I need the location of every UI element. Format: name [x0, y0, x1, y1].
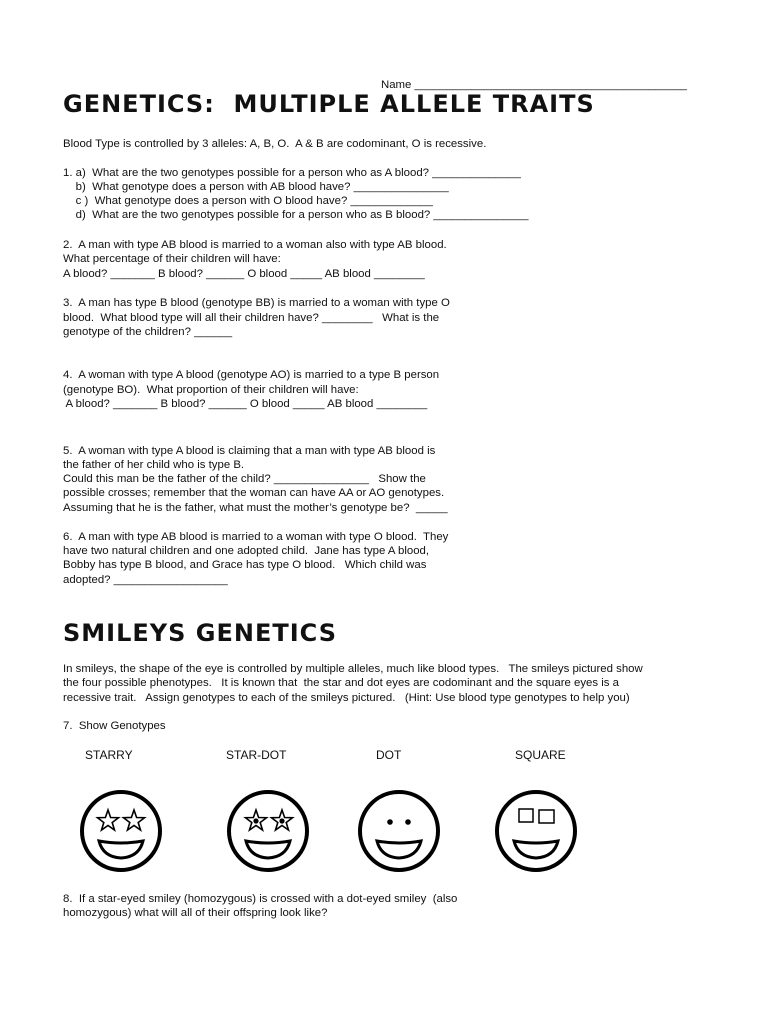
question-2-line3: A blood? _______ B blood? ______ O blood _____ AB blood ________: [63, 268, 425, 280]
question-5-line4: possible crosses; remember that the woman can have AA or AO genotypes.: [63, 487, 445, 499]
question-3-line1: 3. A man has type B blood (genotype BB) is married to a woman with type O: [63, 297, 450, 309]
question-2-line2: What percentage of their children will have:: [63, 253, 281, 265]
name-field-line[interactable]: Name ___________________________________________: [381, 79, 687, 91]
question-4-line3: A blood? _______ B blood? ______ O blood _____ AB blood ________: [63, 398, 428, 410]
question-2-line1: 2. A man with type AB blood is married to a woman also with type AB blood.: [63, 239, 447, 251]
face-label-starry: STARRY: [85, 748, 133, 762]
dot-eyes-smiley-icon: [357, 789, 441, 873]
section-title-smileys: SMILEYS GENETICS: [63, 619, 338, 647]
question-8-line1: 8. If a star-eyed smiley (homozygous) is crossed with a dot-eyed smiley (also: [63, 893, 458, 905]
section-title-genetics: GENETICS: MULTIPLE ALLELE TRAITS: [63, 90, 595, 118]
face-label-square: SQUARE: [515, 748, 566, 762]
question-7: 7. Show Genotypes: [63, 720, 166, 732]
question-5-line2: the father of her child who is type B.: [63, 459, 245, 471]
question-4-line1: 4. A woman with type A blood (genotype AO) is married to a type B person: [63, 369, 440, 381]
face-label-dot: DOT: [376, 748, 402, 762]
question-1b: b) What genotype does a person with AB blood have? _______________: [63, 181, 449, 193]
intro-text: Blood Type is controlled by 3 alleles: A, B, O. A & B are codominant, O is recessive.: [63, 138, 487, 150]
smileys-intro-line3: recessive trait. Assign genotypes to each of the smileys pictured. (Hint: Use blood type genotypes to help you): [63, 692, 630, 704]
question-6-line3: Bobby has type B blood, and Grace has type O blood. Which child was: [63, 559, 427, 571]
face-label-star-dot: STAR-DOT: [226, 748, 287, 762]
question-6-line1: 6. A man with type AB blood is married to a woman with type O blood. They: [63, 531, 449, 543]
star-eyes-smiley-icon: [79, 789, 163, 873]
question-3-line2: blood. What blood type will all their children have? ________ What is the: [63, 312, 440, 324]
question-1c: c ) What genotype does a person with O blood have? _____________: [63, 195, 433, 207]
question-1a: 1. a) What are the two genotypes possible for a person who as A blood? ______________: [63, 167, 521, 179]
question-1d: d) What are the two genotypes possible for a person who as B blood? _______________: [63, 209, 529, 221]
question-4-line2: (genotype BO). What proportion of their children will have:: [63, 384, 359, 396]
star-dot-eyes-smiley-icon: [226, 789, 310, 873]
question-5-line5: Assuming that he is the father, what must the mother’s genotype be? _____: [63, 502, 448, 514]
question-6-line2: have two natural children and one adopted child. Jane has type A blood,: [63, 545, 430, 557]
question-5-line3: Could this man be the father of the child? _______________ Show the: [63, 473, 426, 485]
square-eyes-smiley-icon: [494, 789, 578, 873]
smileys-intro-line1: In smileys, the shape of the eye is controlled by multiple alleles, much like blood types. The smileys pictured show: [63, 663, 643, 675]
question-3-line3: genotype of the children? ______: [63, 326, 233, 338]
question-6-line4: adopted? __________________: [63, 574, 228, 586]
question-8-line2: homozygous) what will all of their offspring look like?: [63, 907, 328, 919]
question-5-line1: 5. A woman with type A blood is claiming that a man with type AB blood is: [63, 445, 436, 457]
smileys-intro-line2: the four possible phenotypes. It is known that the star and dot eyes are codominant and the square eyes is a: [63, 677, 619, 689]
